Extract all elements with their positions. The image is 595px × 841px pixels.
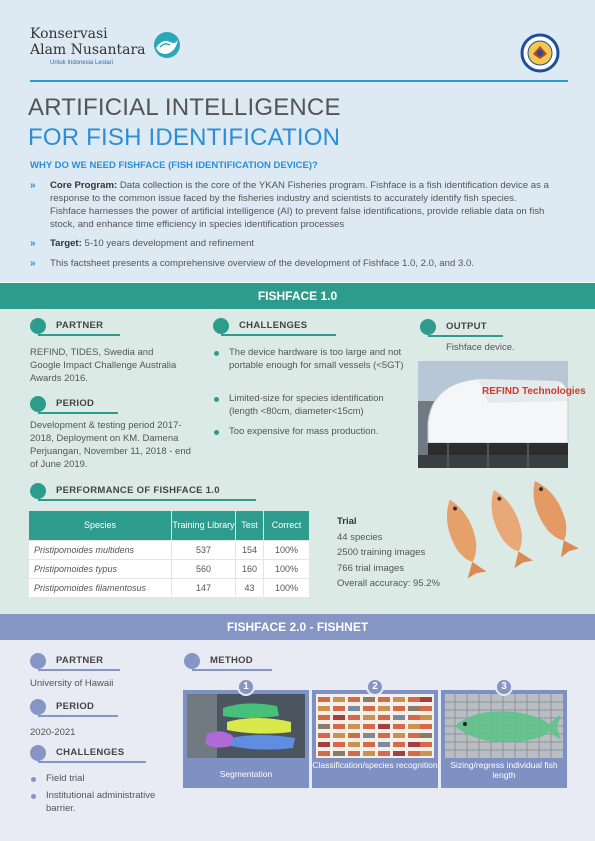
method-step-classification (312, 681, 438, 788)
step-label: Classification/species recognition (312, 760, 438, 770)
document-icon (420, 319, 436, 335)
fishface-device-photo (418, 361, 586, 468)
trial-heading: Trial (337, 516, 357, 527)
challenge-item: Too expensive for mass production. (229, 425, 409, 438)
target-text: 5-10 years development and refinement (81, 238, 255, 249)
core-program-text: Data collection is the core of the YKAN Fisheries program. Fishface is a fish identification device as a response to the common issue faced by the fisheries industry and scientists to accurately identify fish species. Fishface harnesses the power of artificial intelligence (AI) to prevent false identifications, provide reliable data on fish stock, and enhance time efficiency in species identification processes (50, 180, 549, 230)
table-cell: 537 (172, 541, 236, 560)
table-cell: 160 (236, 560, 264, 579)
table-header-row (29, 511, 310, 541)
chevron-right-icon: » (30, 258, 36, 269)
trial-summary (337, 514, 440, 592)
period-text: 2020-2021 (30, 727, 76, 738)
classification-photo (316, 694, 434, 758)
challenge-item: Institutional administrative barrier. (46, 790, 156, 814)
column-header: Species (29, 511, 172, 541)
table-cell: 100% (264, 579, 310, 598)
period-text: Development & testing period 2017-2018, Deployment on KM. Damena Perjuangan, November 11, 2018 - end of June 2019. (30, 420, 191, 470)
table-cell: Pristipomoides filamentosus (29, 579, 172, 598)
trial-line: 2500 training images (337, 547, 426, 558)
table-cell: 560 (172, 560, 236, 579)
challenge-item: Limited-size for species identification (length <80cm, diameter<15cm) (229, 392, 409, 418)
table-row (29, 560, 310, 579)
fish-illustration (430, 478, 580, 604)
core-program-bullet (30, 179, 550, 231)
table-cell: 100% (264, 541, 310, 560)
calendar-icon (30, 699, 46, 715)
fishface2-banner: FISHFACE 2.0 - FISHNET (0, 614, 595, 640)
sizing-photo (445, 694, 563, 758)
step-label: Segmentation (219, 769, 273, 779)
logo-tagline: Untuk Indonesia Lestari (50, 60, 114, 66)
chevron-right-icon: » (30, 238, 36, 249)
column-header: Correct (264, 511, 310, 541)
table-cell: 154 (236, 541, 264, 560)
partner-text: REFIND, TIDES, Swedia and Google Impact Challenge Australia Awards 2016. (30, 347, 177, 384)
method-step-segmentation (183, 681, 309, 788)
challenge-item: The device hardware is too large and not portable enough for small vessels (<5GT) (229, 347, 404, 371)
target-bullet (30, 237, 550, 250)
page-title-line-1: ARTIFICIAL INTELLIGENCE (28, 94, 341, 121)
why-heading: WHY DO WE NEED FISHFACE (FISH IDENTIFICATION DEVICE)? (30, 160, 318, 171)
government-seal-icon (520, 33, 560, 73)
logo-line-1: Konservasi (30, 26, 108, 42)
step-number: 3 (495, 678, 513, 696)
partner-text: University of Hawaii (30, 678, 114, 689)
calendar-icon (30, 396, 46, 412)
table-cell: Pristipomoides multidens (29, 541, 172, 560)
settings-icon (213, 318, 229, 334)
handshake-icon (30, 653, 46, 669)
step-number: 1 (237, 678, 255, 696)
step-number: 2 (366, 678, 384, 696)
trial-line: Overall accuracy: 95.2% (337, 578, 440, 589)
trial-line: 766 trial images (337, 562, 405, 574)
header-divider (30, 80, 568, 82)
settings-icon (30, 745, 46, 761)
segmentation-photo (187, 694, 305, 758)
table-cell: 147 (172, 579, 236, 598)
ykan-logo (30, 26, 146, 66)
method-step-sizing (441, 681, 567, 788)
core-program-label: Core Program: (50, 180, 118, 191)
table-cell: 100% (264, 560, 310, 579)
overview-bullet (30, 257, 550, 270)
trial-line: 44 species (337, 531, 383, 543)
table-row (29, 579, 310, 598)
logo-line-2: Alam Nusantara (30, 42, 146, 58)
overview-text: This factsheet presents a comprehensive overview of the development of Fishface 1.0, 2.0, and 3.0. (50, 258, 474, 269)
fishface1-banner: FISHFACE 1.0 (0, 283, 595, 309)
performance-table (28, 510, 310, 598)
chart-icon (30, 483, 46, 499)
challenge-item: Field trial (46, 773, 85, 784)
wave-icon (150, 30, 184, 60)
output-text: Fishface device. (446, 342, 515, 353)
page-title-line-2: FOR FISH IDENTIFICATION (28, 124, 341, 151)
column-header: Test (236, 511, 264, 541)
device-brand-label: REFIND Technologies (482, 386, 586, 397)
step-label: Sizing/regress individual fish length (450, 760, 558, 780)
table-cell: 43 (236, 579, 264, 598)
target-label: Target: (50, 238, 82, 249)
table-cell: Pristipomoides typus (29, 560, 172, 579)
gear-icon (184, 653, 200, 669)
handshake-icon (30, 318, 46, 334)
table-row (29, 541, 310, 560)
column-header: Training Library (172, 511, 236, 541)
chevron-right-icon: » (30, 180, 36, 191)
